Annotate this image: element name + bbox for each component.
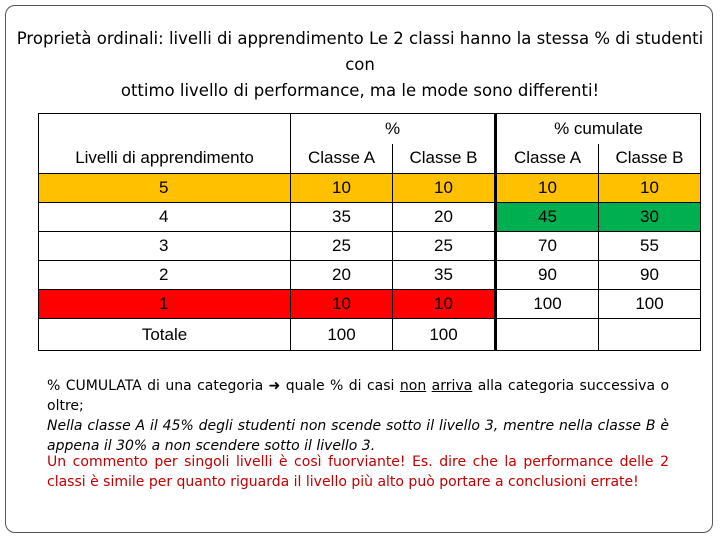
total-cumulative-b-cell bbox=[599, 319, 701, 351]
class-a-cell: 35 bbox=[291, 203, 393, 232]
class-b-column-header: Classe B bbox=[393, 144, 496, 174]
title-line-2: ottimo livello di performance, ma le mode sono differenti! bbox=[120, 81, 600, 100]
total-row bbox=[39, 319, 701, 351]
class-a-cell: 10 bbox=[291, 174, 393, 203]
right-arrow-icon: ➜ bbox=[268, 378, 281, 394]
table-row bbox=[39, 174, 701, 203]
example-text: Nella classe A il 45% degli studenti non scende sotto il livello 3, mentre nella classe B è appena il 30% a non scendere sotto il livello 3. bbox=[47, 418, 669, 454]
definition-start: % CUMULATA di una categoria bbox=[47, 378, 264, 394]
cumulative-b-cell: 10 bbox=[599, 174, 701, 203]
title-line-1: Proprietà ordinali: livelli di apprendimento Le 2 classi hanno la stessa % di studenti con bbox=[16, 29, 704, 74]
level-cell: 1 bbox=[39, 290, 291, 319]
cumulative-class-a-column-header: Classe A bbox=[496, 144, 599, 174]
level-cell: 2 bbox=[39, 261, 291, 290]
empty-header-cell bbox=[39, 114, 291, 144]
notes-block bbox=[47, 376, 669, 492]
percent-group-header: % bbox=[291, 114, 496, 144]
levels-column-header: Livelli di apprendimento bbox=[39, 144, 291, 174]
class-b-cell: 10 bbox=[393, 174, 496, 203]
cumulative-a-cell: 10 bbox=[496, 174, 599, 203]
total-class-b-cell: 100 bbox=[393, 319, 496, 351]
cumulative-group-header: % cumulate bbox=[496, 114, 701, 144]
cumulative-a-cell: 90 bbox=[496, 261, 599, 290]
class-a-column-header: Classe A bbox=[291, 144, 393, 174]
level-cell: 5 bbox=[39, 174, 291, 203]
definition-non: non bbox=[399, 378, 427, 394]
table-row bbox=[39, 203, 701, 232]
class-b-cell: 25 bbox=[393, 232, 496, 261]
comment-text: Un commento per singoli livelli è così fuorviante! Es. dire che la performance delle 2 classi è simile per quanto riguarda il livello più alto può portare a conclusioni errate! bbox=[47, 454, 669, 490]
column-header-row bbox=[39, 144, 701, 174]
cumulative-definition bbox=[47, 376, 669, 416]
cumulative-class-b-column-header: Classe B bbox=[599, 144, 701, 174]
level-cell: 3 bbox=[39, 232, 291, 261]
group-header-row bbox=[39, 114, 701, 144]
total-cumulative-a-cell bbox=[496, 319, 599, 351]
cumulative-b-cell: 90 bbox=[599, 261, 701, 290]
total-label-cell: Totale bbox=[39, 319, 291, 351]
cumulative-a-cell: 70 bbox=[496, 232, 599, 261]
cumulative-a-cell: 45 bbox=[496, 203, 599, 232]
cumulative-a-cell: 100 bbox=[496, 290, 599, 319]
class-a-cell: 25 bbox=[291, 232, 393, 261]
cumulative-b-cell: 30 bbox=[599, 203, 701, 232]
definition-arriva: arriva bbox=[431, 378, 473, 394]
table-row bbox=[39, 232, 701, 261]
class-b-cell: 35 bbox=[393, 261, 496, 290]
level-cell: 4 bbox=[39, 203, 291, 232]
cumulative-b-cell: 55 bbox=[599, 232, 701, 261]
class-a-cell: 20 bbox=[291, 261, 393, 290]
definition-end: alla categoria successiva o oltre; bbox=[47, 378, 670, 414]
class-b-cell: 20 bbox=[393, 203, 496, 232]
class-a-cell: 10 bbox=[291, 290, 393, 319]
table-row bbox=[39, 290, 701, 319]
slide-title bbox=[6, 26, 714, 104]
total-class-a-cell: 100 bbox=[291, 319, 393, 351]
cumulative-b-cell: 100 bbox=[599, 290, 701, 319]
definition-mid: quale % di casi bbox=[285, 378, 395, 394]
class-b-cell: 10 bbox=[393, 290, 496, 319]
levels-table bbox=[38, 113, 701, 351]
table-row bbox=[39, 261, 701, 290]
